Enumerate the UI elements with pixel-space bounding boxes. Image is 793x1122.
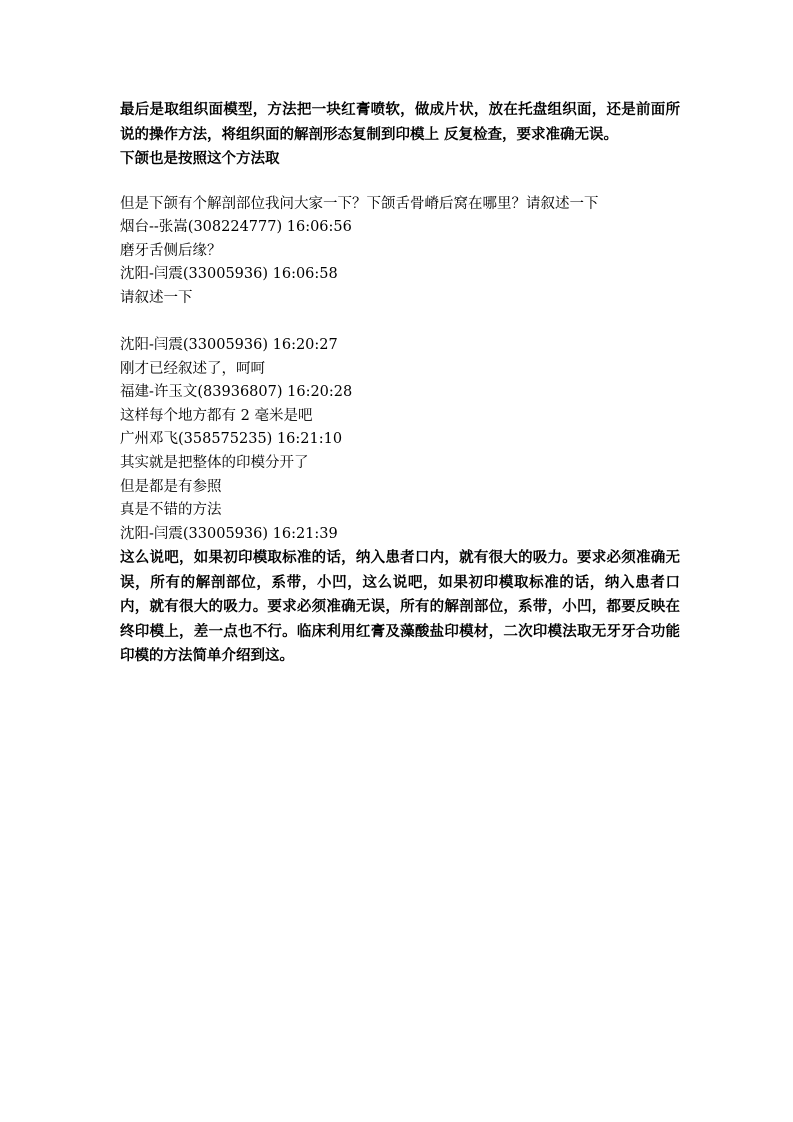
chat-block-2 xyxy=(120,334,680,546)
intro-paragraph: 最后是取组织面模型，方法把一块红膏喷软，做成片状，放在托盘组织面，还是前面所说的操作方法，将组织面的解剖形态复制到印模上 反复检查，要求准确无误。 xyxy=(120,102,680,143)
chat-line: 真是不错的方法 xyxy=(120,502,222,519)
intro-section xyxy=(120,98,680,172)
chat-line: 这样每个地方都有 2 毫米是吧 xyxy=(120,407,313,424)
chat-line: 其实就是把整体的印模分开了 xyxy=(120,455,309,472)
closing-paragraph: 这么说吧，如果初印模取标准的话，纳入患者口内，就有很大的吸力。要求必须准确无误，所有的解剖部位，系带，小凹，这么说吧，如果初印模取标准的话，纳入患者口内，就有很大的吸力。要求必须准确无误，所有的解剖部位，系带，小凹，都要反映在终印模上，差一点也不行。临床利用红膏及藻酸盐印模材，二次印模法取无牙牙合功能印模的方法简单介绍到这。 xyxy=(120,550,680,665)
chat-line: 磨牙舌侧后缘？ xyxy=(120,242,222,259)
intro-subline: 下颌也是按照这个方法取 xyxy=(120,151,280,167)
chat-line: 但是都是有参照 xyxy=(120,478,222,495)
chat-line: 沈阳-闫震(33005936) 16:21:39 xyxy=(120,525,338,542)
chat-line: 沈阳-闫震(33005936) 16:20:27 xyxy=(120,337,338,354)
chat-line: 请叙述一下 xyxy=(120,289,193,306)
chat-line: 福建-许玉文(83936807) 16:20:28 xyxy=(120,384,353,401)
chat-line: 但是下颌有个解剖部位我问大家一下？下颌舌骨嵴后窝在哪里？请叙述一下 xyxy=(120,195,599,212)
document-content xyxy=(120,98,680,669)
chat-line: 广州邓飞(358575235) 16:21:10 xyxy=(120,431,343,448)
chat-line: 沈阳-闫震(33005936) 16:06:58 xyxy=(120,266,338,283)
chat-block-1 xyxy=(120,193,680,311)
closing-section xyxy=(120,546,680,669)
chat-line: 烟台--张嵩(308224777) 16:06:56 xyxy=(120,219,352,236)
chat-line: 刚才已经叙述了，呵呵 xyxy=(120,360,265,377)
